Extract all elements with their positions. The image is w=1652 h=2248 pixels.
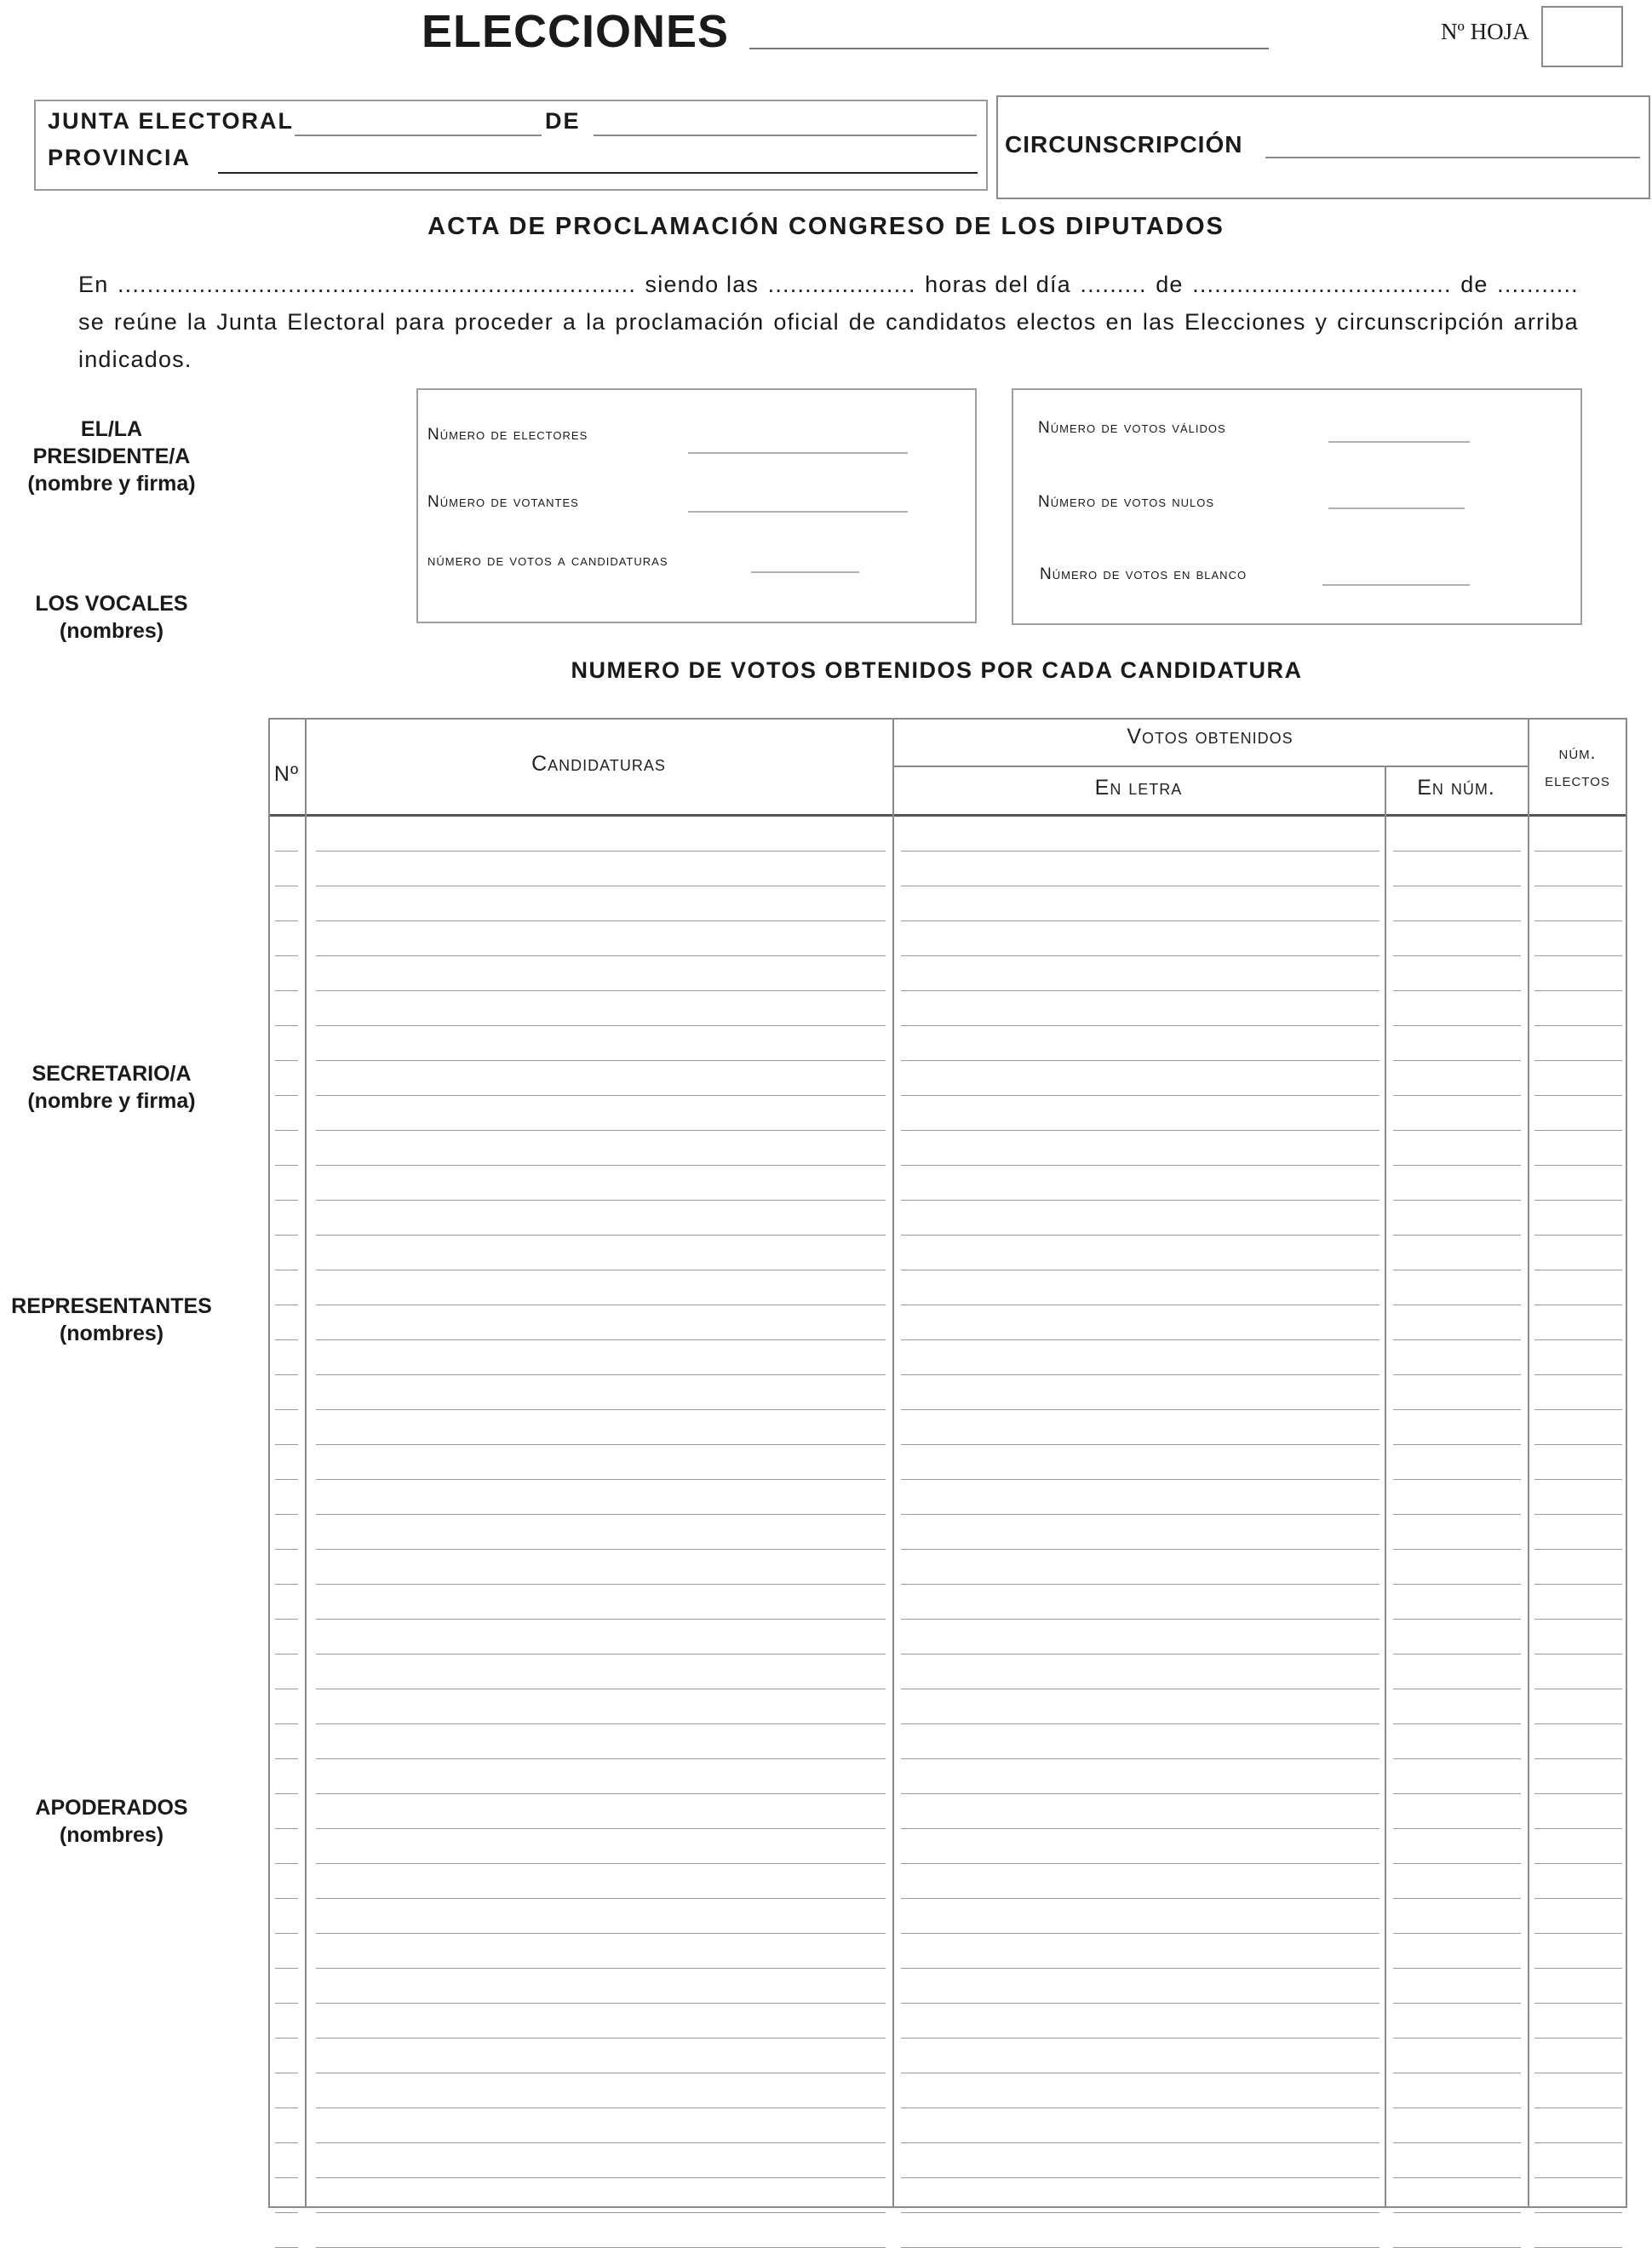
votantes-label: Número de votantes [427,493,579,511]
row-writing-line[interactable] [901,1723,1380,1724]
paragraph-word: horas del día [925,272,1071,297]
row-writing-line[interactable] [275,1200,298,1201]
table-border-top [268,718,1627,720]
row-writing-line[interactable] [1534,1793,1622,1794]
row-writing-line[interactable] [1393,1723,1521,1724]
row-writing-line[interactable] [1393,2177,1521,2178]
row-writing-line[interactable] [275,1898,298,1899]
elections-name-field[interactable] [749,48,1269,49]
row-writing-line[interactable] [275,1479,298,1480]
votes-table-title: NUMERO DE VOTOS OBTENIDOS POR CADA CANDIDATURA [571,657,1303,683]
col-header-votos: Votos obtenidos [1127,725,1293,748]
row-writing-line[interactable] [275,920,298,921]
electores-label: Número de electores [427,426,588,444]
row-writing-line[interactable] [901,2212,1380,2213]
row-writing-line[interactable] [275,851,298,852]
row-writing-line[interactable] [316,920,886,921]
row-writing-line[interactable] [275,1514,298,1515]
row-writing-line[interactable] [1534,1549,1622,1550]
row-writing-line[interactable] [316,1514,886,1515]
row-writing-line[interactable] [901,1793,1380,1794]
row-writing-line[interactable] [901,2142,1380,2143]
votes-table [268,718,1627,2208]
row-writing-line[interactable] [1534,1095,1622,1096]
row-writing-line[interactable] [901,920,1380,921]
row-writing-line[interactable] [275,1933,298,1934]
row-writing-line[interactable] [275,1095,298,1096]
row-writing-line[interactable] [1534,2177,1622,2178]
row-writing-line[interactable] [1534,1619,1622,1620]
col-header-no: Nº [273,762,300,786]
row-writing-line[interactable] [901,1130,1380,1131]
row-writing-line[interactable] [1534,851,1622,852]
row-writing-line[interactable] [275,1619,298,1620]
row-writing-line[interactable] [275,1828,298,1829]
paragraph-word: ...................................................................... [117,272,637,297]
row-writing-line[interactable] [1393,1828,1521,1829]
votos-candidaturas-label: número de votos a candidaturas [427,552,668,570]
row-writing-line[interactable] [1534,1235,1622,1236]
row-writing-line[interactable] [316,990,886,991]
provincia-field[interactable] [218,172,978,174]
col-header-candidaturas: Candidaturas [531,752,666,776]
row-writing-line[interactable] [1393,2003,1521,2004]
row-writing-line[interactable] [316,1025,886,1026]
row-writing-line[interactable] [1393,1514,1521,1515]
row-writing-line[interactable] [1534,1200,1622,1201]
col-divider-left [268,718,270,2208]
row-writing-line[interactable] [901,851,1380,852]
row-writing-line[interactable] [901,1898,1380,1899]
row-writing-line[interactable] [1534,1863,1622,1864]
row-writing-line[interactable] [275,1549,298,1550]
paragraph-word: Electoral [287,309,387,335]
row-writing-line[interactable] [901,1968,1380,1969]
row-writing-line[interactable] [1534,1933,1622,1934]
circunscripcion-box [996,95,1650,199]
junta-electoral-box [34,100,988,191]
row-writing-line[interactable] [316,1828,886,1829]
paragraph-word: Junta [216,309,278,335]
row-writing-line[interactable] [901,1165,1380,1166]
row-writing-line[interactable] [901,1095,1380,1096]
row-writing-line[interactable] [1534,1514,1622,1515]
row-writing-line[interactable] [1393,1863,1521,1864]
paragraph-word: y [1315,309,1328,335]
stats-box-right [1012,388,1582,625]
paragraph-word: En [78,272,109,297]
paragraph-word: arriba [1513,309,1579,335]
row-writing-line[interactable] [316,1793,886,1794]
row-writing-line[interactable] [1534,2142,1622,2143]
row-writing-line[interactable] [901,1549,1380,1550]
row-writing-line[interactable] [275,2177,298,2178]
row-writing-line[interactable] [1393,1968,1521,1969]
votos-blanco-field[interactable] [1322,584,1470,586]
row-writing-line[interactable] [316,1095,886,1096]
row-writing-line[interactable] [901,1758,1380,1759]
stats-box-left [416,388,977,623]
circunscripcion-label: CIRCUNSCRIPCIÓN [1005,131,1243,158]
row-writing-line[interactable] [275,1758,298,1759]
row-writing-line[interactable] [901,1409,1380,1410]
row-writing-line[interactable] [1534,1130,1622,1131]
row-writing-line[interactable] [901,1863,1380,1864]
row-writing-line[interactable] [901,1619,1380,1620]
paragraph-word: ........... [1497,272,1579,297]
circunscripcion-field[interactable] [1265,157,1640,158]
row-writing-line[interactable] [316,2212,886,2213]
paragraph-word: para [395,309,445,335]
col-divider-no [305,718,307,2208]
row-writing-line[interactable] [901,1479,1380,1480]
row-writing-line[interactable] [1393,1200,1521,1201]
header-bottom-border [268,814,1627,817]
paragraph-word: circunscripción [1337,309,1505,335]
table-border-bottom [268,2206,1627,2208]
acta-paragraph [78,266,1579,378]
row-writing-line[interactable] [316,1933,886,1934]
row-writing-line[interactable] [1393,1025,1521,1026]
row-writing-line[interactable] [1534,1968,1622,1969]
row-writing-line[interactable] [316,1723,886,1724]
row-writing-line[interactable] [275,1060,298,1061]
row-writing-line[interactable] [901,2003,1380,2004]
row-writing-line[interactable] [316,1165,886,1166]
row-writing-line[interactable] [316,1060,886,1061]
row-writing-line[interactable] [1393,1584,1521,1585]
paragraph-word: las [1142,309,1176,335]
row-writing-line[interactable] [1393,1933,1521,1934]
row-writing-line[interactable] [901,1514,1380,1515]
row-writing-line[interactable] [901,1025,1380,1026]
row-writing-line[interactable] [1393,1095,1521,1096]
row-writing-line[interactable] [275,1235,298,1236]
row-writing-line[interactable] [1534,1409,1622,1410]
apoderados-label: APODERADOS (nombres) [35,1796,188,1847]
paragraph-word: oficial [773,309,840,335]
row-writing-line[interactable] [275,2003,298,2004]
votos-validos-field[interactable] [1328,441,1470,443]
row-writing-line[interactable] [1534,1444,1622,1445]
row-writing-line[interactable] [275,1723,298,1724]
row-writing-line[interactable] [1534,1165,1622,1166]
secretario-label: SECRETARIO/A (nombre y firma) [27,1062,196,1113]
votos-nulos-label: Número de votos nulos [1038,493,1215,511]
row-writing-line[interactable] [1534,1339,1622,1340]
row-writing-line[interactable] [275,1025,298,1026]
row-writing-line[interactable] [1393,1165,1521,1166]
row-writing-line[interactable] [275,990,298,991]
row-writing-line[interactable] [1393,851,1521,852]
paragraph-word: proclamación [615,309,765,335]
paragraph-word: reúne [113,309,178,335]
row-writing-line[interactable] [1534,2003,1622,2004]
votantes-field[interactable] [688,511,908,513]
row-writing-line[interactable] [316,1339,886,1340]
row-writing-line[interactable] [901,990,1380,991]
row-writing-line[interactable] [316,1409,886,1410]
row-writing-line[interactable] [316,1444,886,1445]
row-writing-line[interactable] [1393,1793,1521,1794]
row-writing-line[interactable] [275,1130,298,1131]
row-writing-line[interactable] [316,1200,886,1201]
row-writing-line[interactable] [1393,1060,1521,1061]
sheet-number-field[interactable] [1541,6,1623,67]
row-writing-line[interactable] [901,2038,1380,2039]
row-writing-line[interactable] [316,1374,886,1375]
col-header-num: En núm. [1417,776,1495,800]
votos-validos-label: Número de votos válidos [1038,419,1226,437]
row-writing-line[interactable] [316,1863,886,1864]
row-writing-line[interactable] [1393,1898,1521,1899]
paragraph-word: en [1105,309,1133,335]
paragraph-word: proceder [454,309,554,335]
paragraph-word: siendo las [645,272,760,297]
row-writing-line[interactable] [1534,1060,1622,1061]
row-writing-line[interactable] [901,955,1380,956]
row-writing-line[interactable] [316,1758,886,1759]
row-writing-line[interactable] [275,1584,298,1585]
row-writing-line[interactable] [1534,1584,1622,1585]
representantes-label: REPRESENTANTES (nombres) [11,1294,212,1345]
row-writing-line[interactable] [1534,920,1622,921]
row-writing-line[interactable] [316,2003,886,2004]
row-writing-line[interactable] [275,2212,298,2213]
col-divider-candidaturas [892,718,894,2208]
paragraph-line-3: indicados. [78,347,192,372]
row-writing-line[interactable] [275,1444,298,1445]
paragraph-word: la [186,309,208,335]
row-writing-line[interactable] [316,1235,886,1236]
row-writing-line[interactable] [1534,1828,1622,1829]
row-writing-line[interactable] [1534,2212,1622,2213]
row-writing-line[interactable] [275,955,298,956]
provincia-label: PROVINCIA [48,145,192,170]
electores-field[interactable] [688,452,908,454]
row-writing-line[interactable] [316,2142,886,2143]
row-writing-line[interactable] [1393,1374,1521,1375]
row-writing-line[interactable] [275,2038,298,2039]
row-writing-line[interactable] [901,1828,1380,1829]
paragraph-word: de [848,309,877,335]
row-writing-line[interactable] [1534,955,1622,956]
row-writing-line[interactable] [1393,990,1521,991]
paragraph-line-1 [78,266,1579,303]
paragraph-word: electos [1016,309,1097,335]
row-writing-line[interactable] [275,1374,298,1375]
row-writing-line[interactable] [316,1898,886,1899]
row-writing-line[interactable] [1393,1479,1521,1480]
row-writing-line[interactable] [1534,1479,1622,1480]
paragraph-word: a [562,309,577,335]
row-writing-line[interactable] [275,1863,298,1864]
row-writing-line[interactable] [1534,1898,1622,1899]
acta-title: ACTA DE PROCLAMACIÓN CONGRESO DE LOS DIPUTADOS [427,213,1225,240]
junta-electoral-label: JUNTA ELECTORAL [48,108,295,134]
row-writing-line[interactable] [901,1444,1380,1445]
paragraph-word: de [1460,272,1489,297]
row-writing-line[interactable] [901,2177,1380,2178]
elections-title: ELECCIONES [422,6,730,57]
row-writing-line[interactable] [316,1584,886,1585]
votos-header-divider [892,766,1528,767]
row-writing-line[interactable] [275,1339,298,1340]
row-writing-line[interactable] [316,851,886,852]
row-writing-line[interactable] [901,1584,1380,1585]
paragraph-word: .................... [767,272,916,297]
row-writing-line[interactable] [1393,955,1521,956]
row-writing-line[interactable] [316,2177,886,2178]
row-writing-line[interactable] [1534,990,1622,991]
vocales-label: LOS VOCALES (nombres) [35,592,188,643]
row-writing-line[interactable] [316,1619,886,1620]
row-writing-line[interactable] [1393,1549,1521,1550]
row-writing-line[interactable] [275,2142,298,2143]
row-writing-line[interactable] [316,1479,886,1480]
row-writing-line[interactable] [316,2038,886,2039]
row-writing-line[interactable] [1393,2142,1521,2143]
row-writing-line[interactable] [1393,1758,1521,1759]
row-writing-line[interactable] [1534,1758,1622,1759]
junta-electoral-field[interactable] [295,135,542,136]
row-writing-line[interactable] [1534,1723,1622,1724]
row-writing-line[interactable] [1534,1374,1622,1375]
paragraph-word: ......... [1080,272,1147,297]
votos-nulos-field[interactable] [1328,508,1465,509]
row-writing-line[interactable] [316,1968,886,1969]
row-writing-line[interactable] [1393,1619,1521,1620]
paragraph-word: la [586,309,606,335]
de-label: DE [545,108,581,134]
row-writing-line[interactable] [1393,2038,1521,2039]
row-writing-line[interactable] [316,955,886,956]
row-writing-line[interactable] [1393,2212,1521,2213]
paragraph-word: de [1156,272,1184,297]
row-writing-line[interactable] [1534,1025,1622,1026]
row-writing-line[interactable] [1393,1130,1521,1131]
row-writing-line[interactable] [316,1130,886,1131]
row-writing-line[interactable] [901,1933,1380,1934]
row-writing-line[interactable] [901,1235,1380,1236]
row-writing-line[interactable] [275,1165,298,1166]
row-writing-line[interactable] [1393,1409,1521,1410]
row-writing-line[interactable] [275,1968,298,1969]
paragraph-word: ................................... [1192,272,1452,297]
row-writing-line[interactable] [901,1200,1380,1201]
row-writing-line[interactable] [1393,1444,1521,1445]
row-writing-line[interactable] [275,1793,298,1794]
sheet-number-label: Nº HOJA [1441,19,1529,44]
paragraph-word: se [78,309,105,335]
col-divider-right [1626,718,1627,2208]
paragraph-line-2 [78,303,1579,341]
row-writing-line[interactable] [901,1060,1380,1061]
presidente-label: EL/LA PRESIDENTE/A (nombre y firma) [27,417,196,496]
row-writing-line[interactable] [901,1374,1380,1375]
votos-blanco-label: Número de votos en blanco [1040,565,1248,583]
col-divider-num [1528,718,1529,2208]
row-writing-line[interactable] [1534,2038,1622,2039]
paragraph-word: Elecciones [1184,309,1306,335]
col-divider-letra [1385,766,1386,2208]
row-writing-line[interactable] [1393,1339,1521,1340]
col-header-electos: núm. electos [1545,743,1610,790]
de-field[interactable] [594,135,977,136]
row-writing-line[interactable] [1393,920,1521,921]
col-header-letra: En letra [1094,776,1183,800]
row-writing-line[interactable] [901,1339,1380,1340]
row-writing-line[interactable] [1393,1235,1521,1236]
paragraph-word: candidatos [886,309,1007,335]
votos-candidaturas-field[interactable] [751,571,859,573]
row-writing-line[interactable] [275,1409,298,1410]
row-writing-line[interactable] [316,1549,886,1550]
